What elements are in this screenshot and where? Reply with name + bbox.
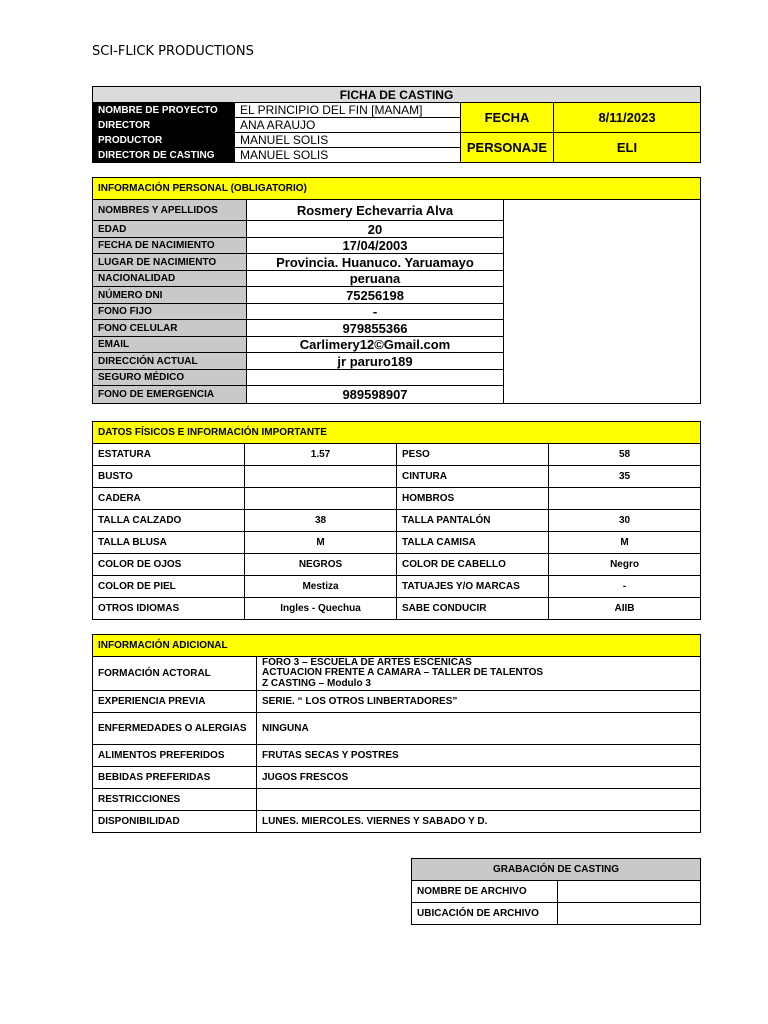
- formacion-line: FORO 3 – ESCUELA DE ARTES ESCENICAS: [262, 656, 472, 668]
- casting-director-value: MANUEL SOLIS: [235, 148, 461, 163]
- field-label: OTROS IDIOMAS: [93, 598, 245, 620]
- field-label: COLOR DE OJOS: [93, 554, 245, 576]
- field-value: AIIB: [549, 598, 701, 620]
- project-name-label: NOMBRE DE PROYECTO: [93, 103, 235, 118]
- field-label: ESTATURA: [93, 444, 245, 466]
- field-value: peruana: [247, 271, 504, 287]
- field-label: COLOR DE CABELLO: [397, 554, 549, 576]
- formacion-value: [257, 657, 701, 691]
- field-value: 1.57: [245, 444, 397, 466]
- field-value: Negro: [549, 554, 701, 576]
- field-value: 989598907: [247, 386, 504, 404]
- field-label: CADERA: [93, 488, 245, 510]
- field-value: Rosmery Echevarria Alva: [247, 200, 504, 221]
- field-label: FONO DE EMERGENCIA: [93, 386, 247, 404]
- field-label: TALLA CAMISA: [397, 532, 549, 554]
- field-label: COLOR DE PIEL: [93, 576, 245, 598]
- field-label: TALLA CALZADO: [93, 510, 245, 532]
- field-label: EDAD: [93, 221, 247, 238]
- field-value: 979855366: [247, 320, 504, 337]
- field-value: [245, 488, 397, 510]
- field-label: SEGURO MÉDICO: [93, 370, 247, 386]
- field-label: FONO FIJO: [93, 304, 247, 320]
- field-label: TALLA PANTALÓN: [397, 510, 549, 532]
- field-value: jr paruro189: [247, 353, 504, 370]
- additional-section-title: INFORMACIÓN ADICIONAL: [93, 635, 701, 657]
- restricciones-label: RESTRICCIONES: [93, 789, 257, 811]
- header-table: [92, 86, 701, 163]
- field-label: NÚMERO DNI: [93, 287, 247, 304]
- producer-value: MANUEL SOLIS: [235, 133, 461, 148]
- casting-director-label: DIRECTOR DE CASTING: [93, 148, 235, 163]
- recording-table: [411, 858, 701, 925]
- formacion-line: ACTUACION FRENTE A CAMARA – TALLER DE TALENTOS: [262, 667, 544, 679]
- field-label: TALLA BLUSA: [93, 532, 245, 554]
- field-label: TATUAJES Y/O MARCAS: [397, 576, 549, 598]
- enfermedades-value: NINGUNA: [257, 713, 701, 745]
- field-label: PESO: [397, 444, 549, 466]
- field-label: CINTURA: [397, 466, 549, 488]
- field-value: [247, 370, 504, 386]
- field-value: [549, 488, 701, 510]
- field-label: LUGAR DE NACIMIENTO: [93, 254, 247, 271]
- field-value: 58: [549, 444, 701, 466]
- bebidas-value: JUGOS FRESCOS: [257, 767, 701, 789]
- archivo-name-label: NOMBRE DE ARCHIVO: [412, 881, 558, 903]
- experiencia-value: SERIE. “ LOS OTROS LINBERTADORES”: [257, 691, 701, 713]
- field-label: EMAIL: [93, 337, 247, 353]
- recording-section-title: GRABACIÓN DE CASTING: [412, 859, 701, 881]
- physical-section-title: DATOS FÍSICOS E INFORMACIÓN IMPORTANTE: [93, 422, 701, 444]
- field-value: M: [245, 532, 397, 554]
- field-value: 17/04/2003: [247, 238, 504, 254]
- field-value: Carlimery12©Gmail.com: [247, 337, 504, 353]
- field-label: SABE CONDUCIR: [397, 598, 549, 620]
- formacion-label: FORMACIÓN ACTORAL: [93, 657, 257, 691]
- field-value: -: [549, 576, 701, 598]
- bebidas-label: BEBIDAS PREFERIDAS: [93, 767, 257, 789]
- company-name: SCI-FLICK PRODUCTIONS: [92, 44, 254, 59]
- personaje-label: PERSONAJE: [461, 133, 554, 163]
- fecha-label: FECHA: [461, 103, 554, 133]
- personal-section-title: INFORMACIÓN PERSONAL (OBLIGATORIO): [93, 178, 701, 200]
- director-label: DIRECTOR: [93, 118, 235, 133]
- field-value: Mestiza: [245, 576, 397, 598]
- physical-data-table: [92, 421, 701, 620]
- photo-area: [504, 200, 701, 404]
- form-title: FICHA DE CASTING: [93, 87, 701, 103]
- field-value: 75256198: [247, 287, 504, 304]
- field-label: HOMBROS: [397, 488, 549, 510]
- producer-label: PRODUCTOR: [93, 133, 235, 148]
- field-value: 35: [549, 466, 701, 488]
- field-value: 20: [247, 221, 504, 238]
- enfermedades-label: ENFERMEDADES O ALERGIAS: [93, 713, 257, 745]
- personal-info-table: [92, 177, 701, 404]
- field-label: NOMBRES Y APELLIDOS: [93, 200, 247, 221]
- archivo-location-label: UBICACIÓN DE ARCHIVO: [412, 903, 558, 925]
- field-value: Ingles - Quechua: [245, 598, 397, 620]
- field-value: 38: [245, 510, 397, 532]
- restricciones-value: [257, 789, 701, 811]
- alimentos-value: FRUTAS SECAS Y POSTRES: [257, 745, 701, 767]
- field-label: DIRECCIÓN ACTUAL: [93, 353, 247, 370]
- disponibilidad-label: DISPONIBILIDAD: [93, 811, 257, 833]
- director-value: ANA ARAUJO: [235, 118, 461, 133]
- personaje-value: ELI: [554, 133, 701, 163]
- field-label: FECHA DE NACIMIENTO: [93, 238, 247, 254]
- alimentos-label: ALIMENTOS PREFERIDOS: [93, 745, 257, 767]
- experiencia-label: EXPERIENCIA PREVIA: [93, 691, 257, 713]
- formacion-line: Z CASTING – Modulo 3: [262, 677, 371, 689]
- field-label: FONO CELULAR: [93, 320, 247, 337]
- field-value: -: [247, 304, 504, 320]
- field-value: 30: [549, 510, 701, 532]
- fecha-value: 8/11/2023: [554, 103, 701, 133]
- field-value: [245, 466, 397, 488]
- disponibilidad-value: LUNES. MIERCOLES. VIERNES Y SABADO Y D.: [257, 811, 701, 833]
- archivo-name-value: [558, 881, 701, 903]
- field-value: M: [549, 532, 701, 554]
- additional-info-table: [92, 634, 701, 833]
- field-value: NEGROS: [245, 554, 397, 576]
- field-label: NACIONALIDAD: [93, 271, 247, 287]
- field-label: BUSTO: [93, 466, 245, 488]
- project-name-value: EL PRINCIPIO DEL FIN [MANAM]: [235, 103, 461, 118]
- field-value: Provincia. Huanuco. Yaruamayo: [247, 254, 504, 271]
- archivo-location-value: [558, 903, 701, 925]
